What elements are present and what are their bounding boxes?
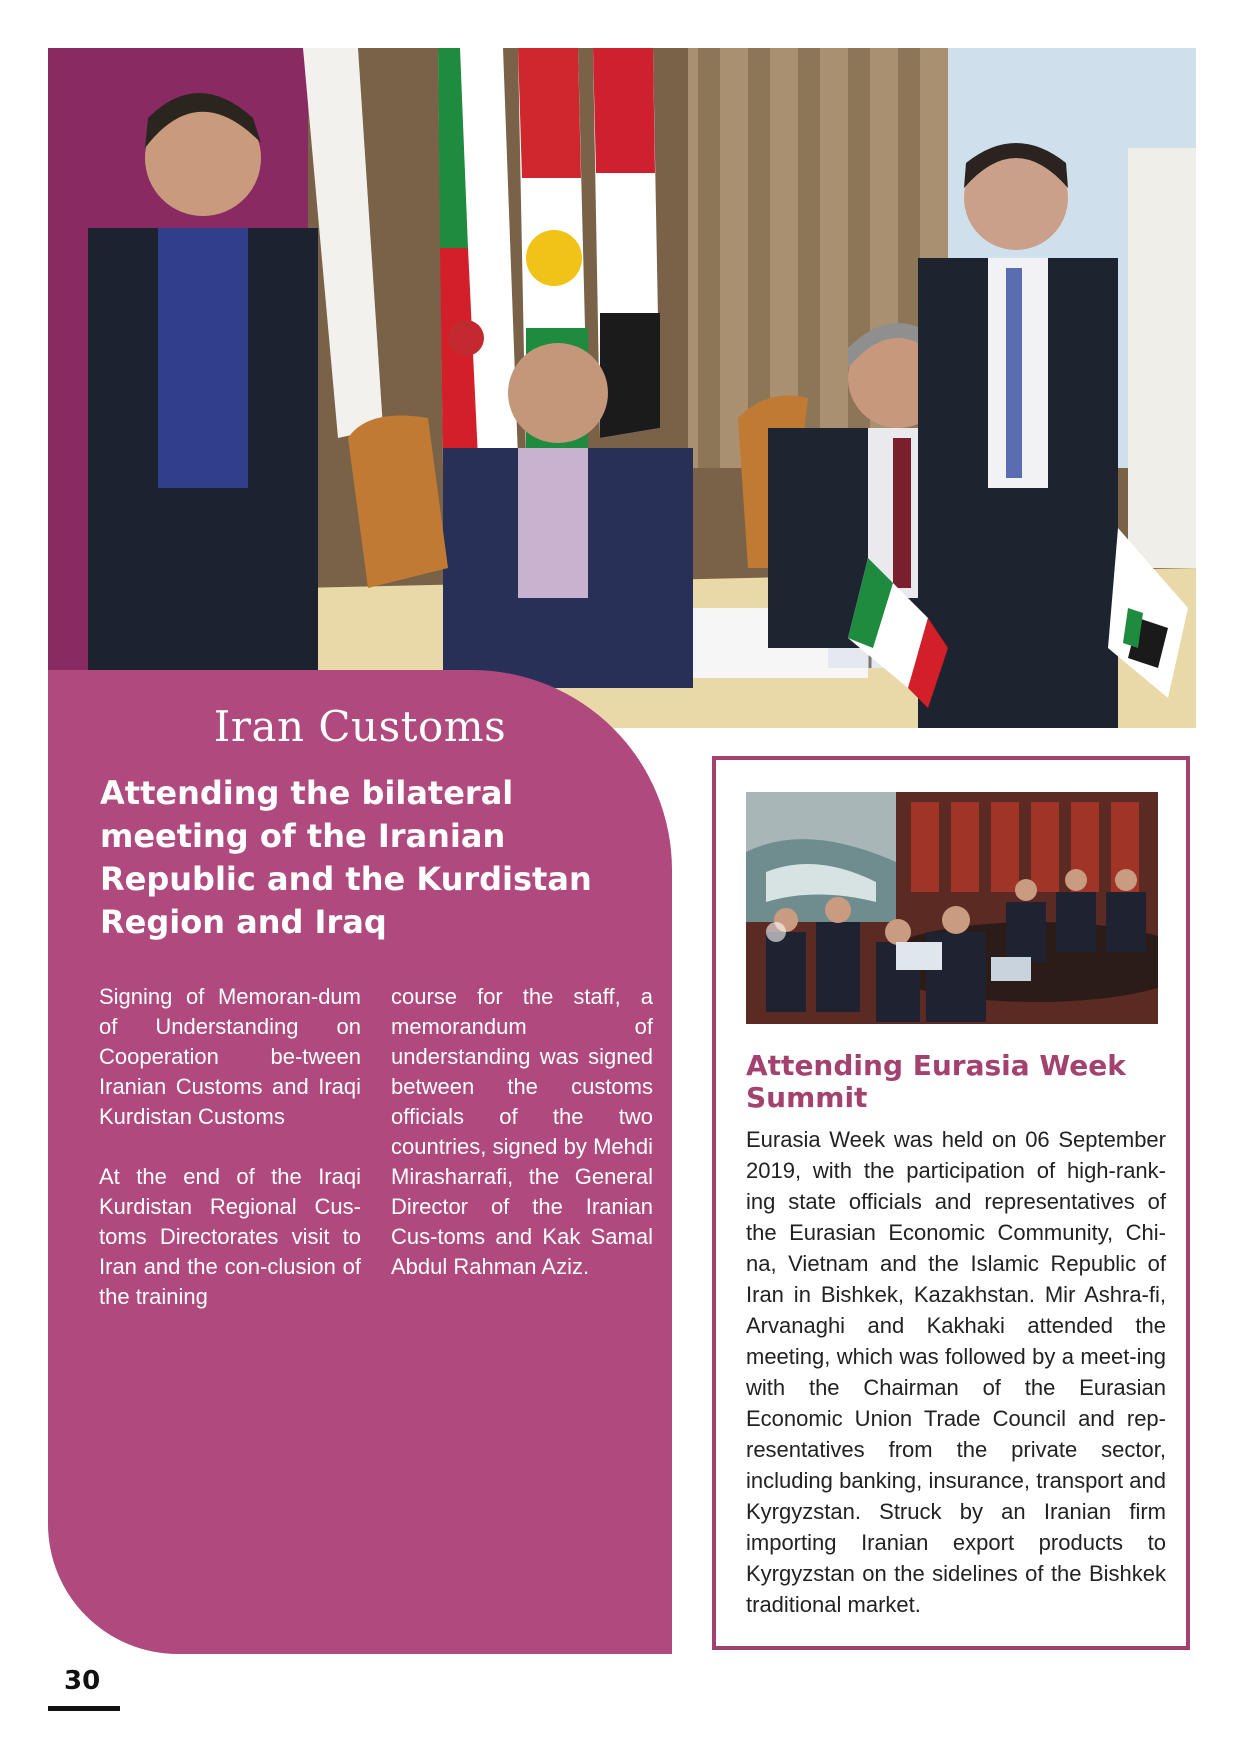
sidebar-article-title: Attending Eurasia Week Summit — [746, 1049, 1126, 1114]
signing-ceremony-photo — [48, 48, 1196, 728]
paragraph: At the end of the Iraqi Kurdistan Regional Cus-toms Directorates visit to Iran and the con-clusion of the training — [99, 1164, 361, 1309]
sidebar-article-box — [712, 756, 1190, 1650]
page-number: 30 — [64, 1666, 101, 1696]
main-article-left-column — [99, 982, 361, 1342]
paragraph: course for the staff, a memorandum of understanding was signed between the customs officials of the two countries, signed by Mehdi Mirasharrafi, the General Director of the Iranian Cus-toms and Kak Samal Abdul Rahman Aziz. — [391, 984, 653, 1279]
main-article-panel — [48, 670, 672, 1654]
sidebar-article-body: Eurasia Week was held on 06 September 2019, with the participation of high-rank-ing state officials and representatives of the Eurasian Economic Community, Chi-na, Vietnam and the Islamic Republic of Iran in Bishkek, Kazakhstan. Mir Ashra-fi, Arvanaghi and Kakhaki attended the meeting, which was followed by a meet-ing with the Chairman of the Eurasian Economic Union Trade Council and rep-resentatives from the private sector, including banking, insurance, transport and Kyrgyzstan. Struck by an Iranian firm importing Iranian export products to Kyrgyzstan on the sidelines of the Bishkek traditional market. — [746, 1127, 1166, 1617]
page-number-underline — [48, 1706, 120, 1711]
main-article-right-column — [391, 982, 653, 1312]
eurasia-meeting-photo — [746, 792, 1158, 1024]
section-label: Iran Customs — [213, 702, 507, 751]
paragraph: Signing of Memoran-dum of Understanding on Cooperation be-tween Iranian Customs and Iraqi Kurdistan Customs — [99, 984, 361, 1129]
main-article-title: Attending the bilateral meeting of the Iranian Republic and the Kurdistan Region and Iraq — [100, 774, 592, 941]
